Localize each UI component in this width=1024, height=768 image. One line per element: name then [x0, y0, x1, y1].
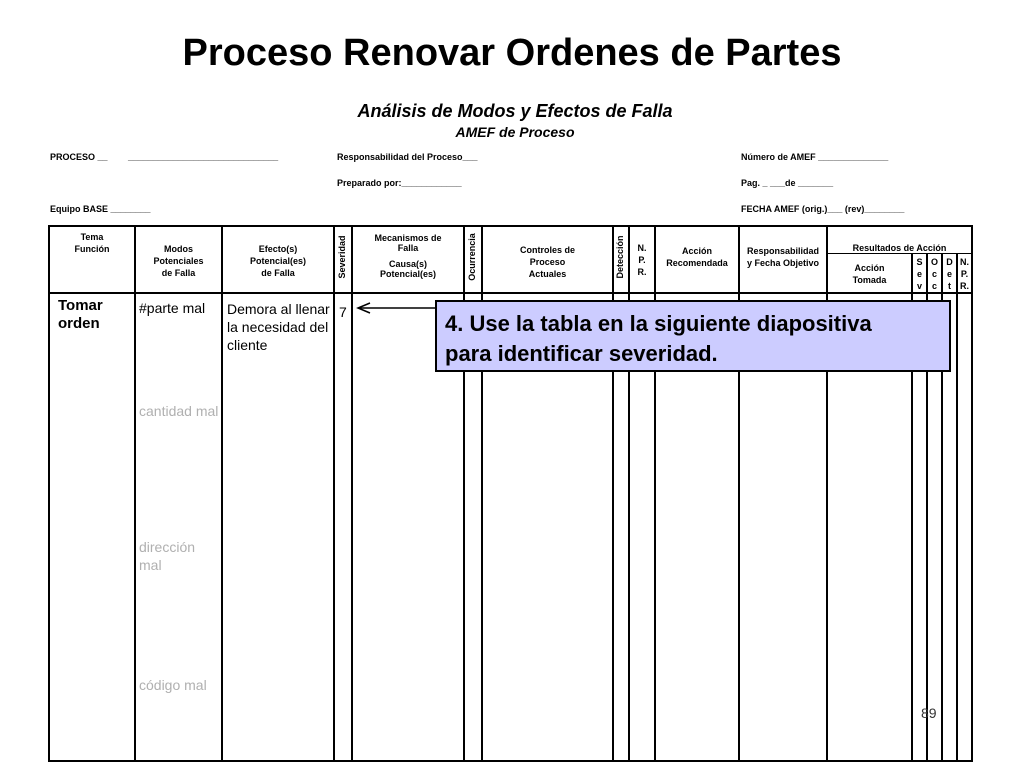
- field-preparado: Preparado por:____________: [337, 178, 462, 188]
- callout-box: 4. Use la tabla en la siguiente diapositiva para identificar severidad.: [435, 300, 951, 372]
- col-header-accion-tomada: Acción Tomada: [852, 263, 887, 285]
- field-fecha: FECHA AMEF (orig.)___ (rev)________: [741, 204, 905, 214]
- field-proceso: PROCESO __: [50, 152, 108, 162]
- table-bottom-border: [48, 760, 973, 762]
- field-responsabilidad: Responsabilidad del Proceso___: [337, 152, 478, 162]
- cell-efecto: Demora al llenar la necesidad del cliente: [227, 301, 330, 353]
- col-header-modos: Modos Potenciales de Falla: [153, 244, 204, 278]
- form-subtitle: Análisis de Modos y Efectos de Falla: [357, 101, 673, 121]
- col-header-sev: S e v: [916, 257, 923, 291]
- col-header-mecanismos: Mecanismos de Falla: [374, 233, 442, 253]
- table-top-border: [48, 225, 973, 227]
- table-header-border: [48, 292, 973, 294]
- cell-tema: Tomar orden: [58, 297, 103, 332]
- col-header-det: D e t: [946, 257, 953, 291]
- col-line-15: [956, 253, 958, 762]
- cell-modo-1: #parte mal: [139, 300, 206, 316]
- cell-severidad: 7: [339, 304, 347, 320]
- col-header-causas: Causa(s) Potencial(es): [379, 259, 437, 279]
- col-line-0: [48, 225, 50, 762]
- field-numero-amef: Número de AMEF ______________: [741, 152, 889, 162]
- col-header-resultados: Resultados de Acción: [852, 243, 947, 253]
- col-header-tema: Tema Función: [74, 232, 110, 254]
- field-proceso-blank: ______________________________: [128, 152, 279, 162]
- col-header-controles: Controles de Proceso Actuales: [519, 245, 575, 279]
- col-header-accion: Acción Recomendada: [666, 246, 728, 268]
- col-line-2: [221, 225, 223, 762]
- col-header-npr2: N. P. R.: [960, 257, 969, 291]
- cell-modo-2: cantidad mal: [139, 403, 219, 419]
- col-header-npr: N. P. R.: [637, 243, 647, 277]
- col-line-1: [134, 225, 136, 762]
- page-number: 89: [921, 705, 937, 721]
- col-line-3: [333, 225, 335, 762]
- col-header-occ: O c c: [930, 257, 938, 291]
- field-equipo: Equipo BASE ________: [50, 204, 151, 214]
- col-header-efectos: Efecto(s) Potencial(es) de Falla: [249, 244, 307, 278]
- page-title: Proceso Renovar Ordenes de Partes: [182, 32, 842, 74]
- col-header-deteccion: Detección: [615, 235, 625, 279]
- col-line-16: [971, 225, 973, 762]
- cell-modo-3: dirección mal: [139, 539, 196, 573]
- cell-modo-4: código mal: [139, 677, 207, 693]
- form-subtitle-2: AMEF de Proceso: [455, 124, 575, 140]
- col-header-severidad: Severidad: [337, 235, 347, 279]
- col-header-ocurrencia: Ocurrencia: [467, 233, 477, 281]
- col-header-responsabilidad: Responsabilidad y Fecha Objetivo: [746, 246, 820, 268]
- callout-arrow: [350, 298, 440, 318]
- field-pagina: Pag. _ ___de _______: [741, 178, 834, 188]
